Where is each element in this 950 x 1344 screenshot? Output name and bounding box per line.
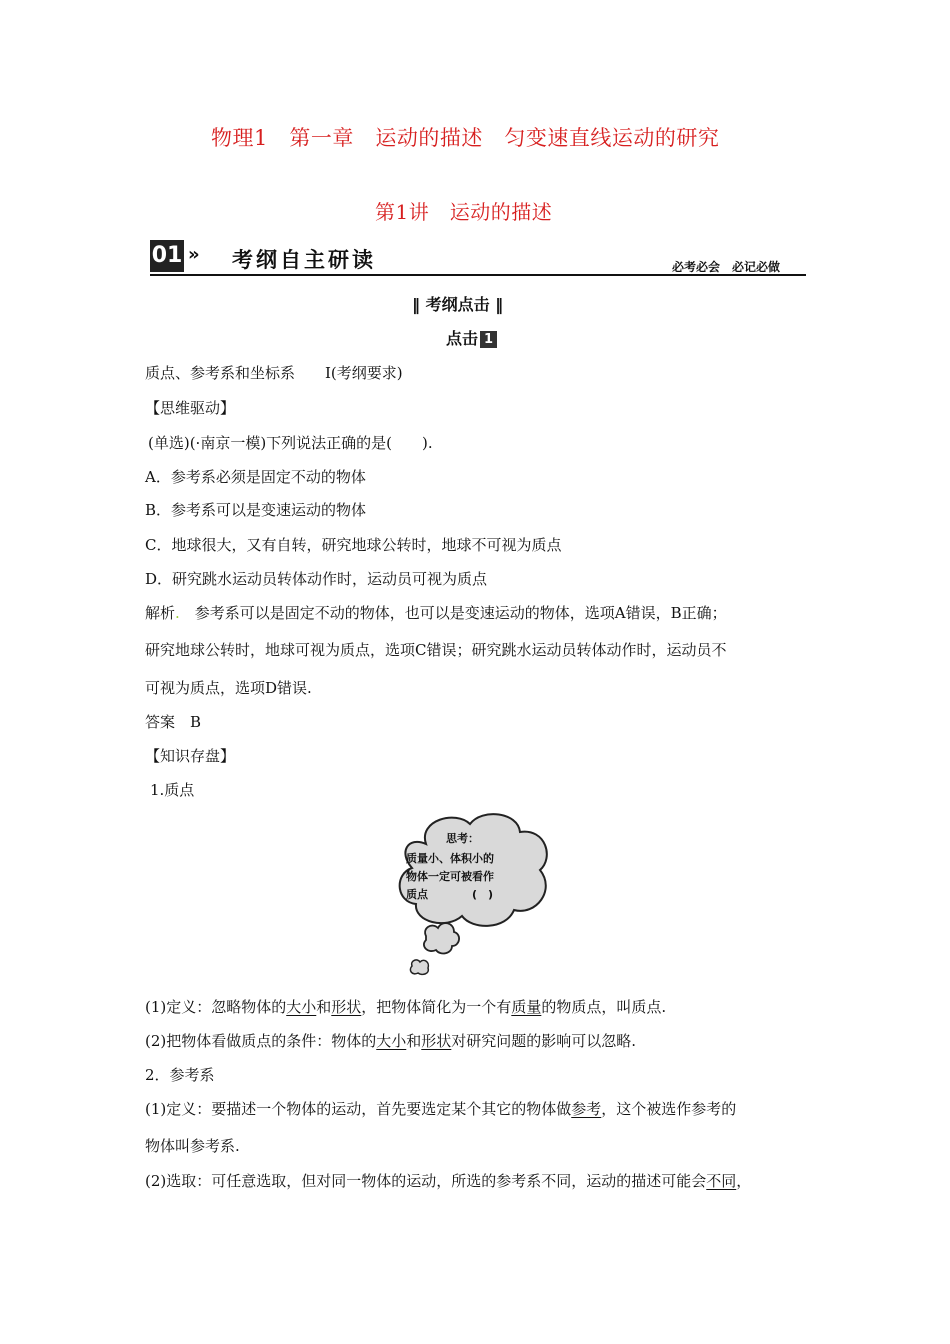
def1-part-c: 和 — [316, 998, 332, 1016]
point-label — [446, 326, 497, 349]
topic-line: 质点、参考系和坐标系 Ⅰ(考纲要求) — [145, 364, 403, 382]
reference-definition — [145, 1098, 736, 1119]
analysis-line-2: 研究地球公转时，地球可视为质点，选项C错误；研究跳水运动员转体动作时，运动员不 — [145, 641, 727, 659]
knowledge-heading: 【知识存盘】 — [145, 747, 236, 765]
analysis-text-1: 参考系可以是固定不动的物体，也可以是变速运动的物体，选项A错误，B正确； — [179, 604, 727, 622]
cond1-part-e: 对研究问题的影响可以忽略. — [451, 1032, 637, 1050]
point-label-text: 点击 — [446, 329, 479, 348]
cond1-blank-shape: 形状 — [421, 1032, 452, 1050]
banner-title: 考纲自主研读 — [232, 248, 376, 272]
option-b: B．参考系可以是变速运动的物体 — [145, 501, 367, 519]
lecture-title: 第1讲 运动的描述 — [375, 200, 553, 224]
choose-part-c: ， — [736, 1172, 752, 1190]
thinking-drive-heading: 【思维驱动】 — [145, 399, 236, 417]
banner-arrow-icon: » — [188, 244, 200, 265]
cloud-title: 思考： — [446, 832, 479, 845]
analysis-label: 解析 — [145, 604, 176, 622]
analysis-dot: . — [175, 604, 180, 622]
def1-blank-mass: 质量 — [511, 998, 542, 1016]
cond1-blank-size: 大小 — [376, 1032, 407, 1050]
item-2-heading: 2．参考系 — [145, 1066, 215, 1084]
reference-definition-cont: 物体叫参考系. — [145, 1137, 240, 1155]
cloud-line-1: 质量小、体积小的 — [406, 852, 494, 865]
particle-condition — [145, 1030, 636, 1051]
cloud-line-3: 质点 ( ) — [406, 888, 494, 901]
question-stem: (单选)(·南京一模)下列说法正确的是( ). — [148, 434, 433, 452]
option-a: A．参考系必须是固定不动的物体 — [145, 468, 366, 486]
analysis-line-1 — [145, 602, 727, 623]
section-number-badge: 01 — [150, 240, 184, 272]
point-number-badge: 1 — [480, 331, 497, 348]
main-title: 物理1 第一章 运动的描述 匀变速直线运动的研究 — [211, 126, 720, 150]
def2-blank-reference: 参考 — [571, 1100, 602, 1118]
def1-blank-size: 大小 — [286, 998, 317, 1016]
analysis-line-3: 可视为质点，选项D错误. — [145, 679, 312, 697]
answer-line: 答案 B — [145, 713, 202, 731]
reference-selection — [145, 1170, 751, 1191]
item-1-heading: 1.质点 — [150, 781, 195, 799]
def1-blank-shape: 形状 — [331, 998, 362, 1016]
def2-part-c: ，这个被选作参考的 — [601, 1100, 737, 1118]
thought-cloud-icon — [396, 806, 556, 982]
option-c: C．地球很大，又有自转，研究地球公转时，地球不可视为质点 — [145, 536, 562, 554]
def2-part-a: (1)定义：要描述一个物体的运动，首先要选定某个其它的物体做 — [145, 1100, 572, 1118]
option-d: D．研究跳水运动员转体动作时，运动员可视为质点 — [145, 570, 488, 588]
def1-part-e: ，把物体简化为一个有 — [361, 998, 512, 1016]
def1-part-a: (1)定义：忽略物体的 — [145, 998, 287, 1016]
banner-slogan: 必考必会 必记必做 — [672, 260, 781, 274]
cloud-line-2: 物体一定可被看作 — [406, 870, 494, 883]
particle-definition — [145, 996, 666, 1017]
choose-blank-different: 不同 — [706, 1172, 737, 1190]
cond1-part-c: 和 — [406, 1032, 422, 1050]
choose-part-a: (2)选取：可任意选取，但对同一物体的运动，所选的参考系不同，运动的描述可能会 — [145, 1172, 707, 1190]
cond1-part-a: (2)把物体看做质点的条件：物体的 — [145, 1032, 377, 1050]
def1-part-g: 的物质点，叫质点. — [541, 998, 667, 1016]
section-heading: ‖ 考纲点击 ‖ — [412, 295, 504, 314]
banner-divider — [150, 274, 806, 276]
